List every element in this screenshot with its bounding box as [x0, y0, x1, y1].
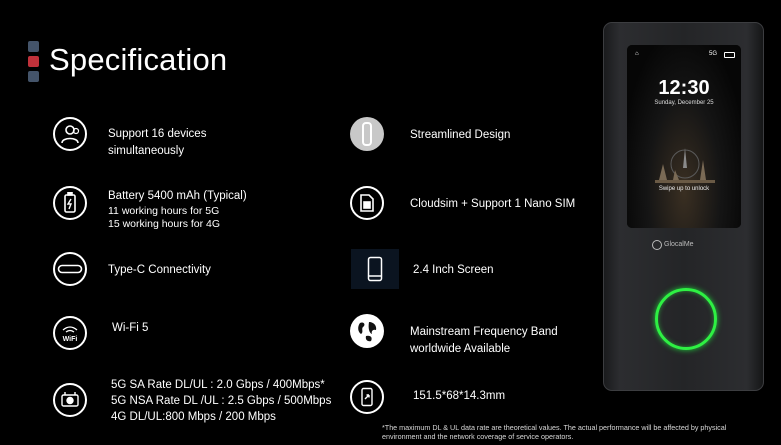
feature-screen: [413, 262, 494, 279]
feature-speed-line-2: 5G NSA Rate DL /UL : 2.5 Gbps / 500Mbps: [111, 395, 332, 407]
router-speed-icon: [53, 383, 87, 417]
device-image: [603, 22, 764, 391]
brand-name: GlocalMe: [664, 241, 694, 248]
feature-battery-line-1: Battery 5400 mAh (Typical): [108, 190, 247, 202]
feature-wifi-line-1: Wi-Fi 5: [112, 322, 149, 334]
title-bullet-1: [28, 41, 39, 52]
feature-speed: [111, 377, 331, 425]
screen-date: Sunday, December 25: [654, 100, 714, 106]
screen-wallpaper: [627, 45, 741, 228]
wifi-icon: [53, 316, 87, 350]
wifi-icon-label: WiFi: [62, 336, 78, 343]
sim-card-icon: [350, 186, 384, 220]
feature-frequency: [410, 324, 558, 357]
feature-design-line-1: Streamlined Design: [410, 129, 511, 141]
feature-dimensions: [413, 388, 505, 405]
feature-devices-line-1: Support 16 devices: [108, 128, 207, 140]
feature-sim: [410, 196, 575, 213]
feature-screen-line-1: 2.4 Inch Screen: [413, 264, 494, 276]
feature-sim-line-1: Cloudsim + Support 1 Nano SIM: [410, 198, 576, 210]
feature-frequency-line-2: worldwide Available: [410, 342, 511, 355]
feature-speed-line-3: 4G DL/UL:800 Mbps / 200 Mbps: [111, 411, 276, 423]
feature-battery-line-3: 15 working hours for 4G: [108, 217, 221, 230]
globe-icon: [350, 314, 384, 348]
title-bullet-3: [28, 71, 39, 82]
title-bullet-2: [28, 56, 39, 67]
feature-frequency-line-1: Mainstream Frequency Band: [410, 326, 558, 338]
power-ring-button: [655, 288, 717, 350]
lock-icon: ⌂: [635, 51, 639, 57]
device-screen: [627, 45, 741, 228]
network-indicator: 5G: [709, 51, 718, 57]
footnote: *The maximum DL & UL data rate are theoretical values. The actual performance will be affected by physical environment and the network coverage of service operators.: [382, 423, 727, 441]
feature-typec-line-1: Type-C Connectivity: [108, 264, 211, 276]
battery-status-icon: [724, 52, 735, 58]
feature-typec: [108, 262, 211, 279]
feature-devices-line-2: simultaneously: [108, 144, 185, 157]
feature-wifi: [112, 320, 148, 337]
dimensions-icon: [350, 380, 384, 414]
phone-screen-icon: [351, 249, 399, 289]
feature-battery: [108, 188, 247, 231]
feature-design: [410, 127, 510, 144]
feature-dimensions-line-1: 151.5*68*14.3mm: [413, 390, 506, 402]
slim-device-icon: [350, 117, 384, 151]
users-icon: [53, 117, 87, 151]
feature-speed-line-1: 5G SA Rate DL/UL : 2.0 Gbps / 400Mbps*: [111, 379, 325, 391]
brand-logo-icon: [652, 240, 662, 250]
feature-devices: [108, 126, 206, 159]
feature-battery-line-2: 11 working hours for 5G: [108, 204, 220, 217]
usb-c-icon: [53, 252, 87, 286]
page-title: Specification: [49, 42, 228, 77]
landmarks-graphic: [645, 140, 725, 190]
battery-icon: [53, 186, 87, 220]
swipe-hint: Swipe up to unlock: [658, 186, 710, 192]
screen-clock: 12:30: [658, 77, 710, 99]
